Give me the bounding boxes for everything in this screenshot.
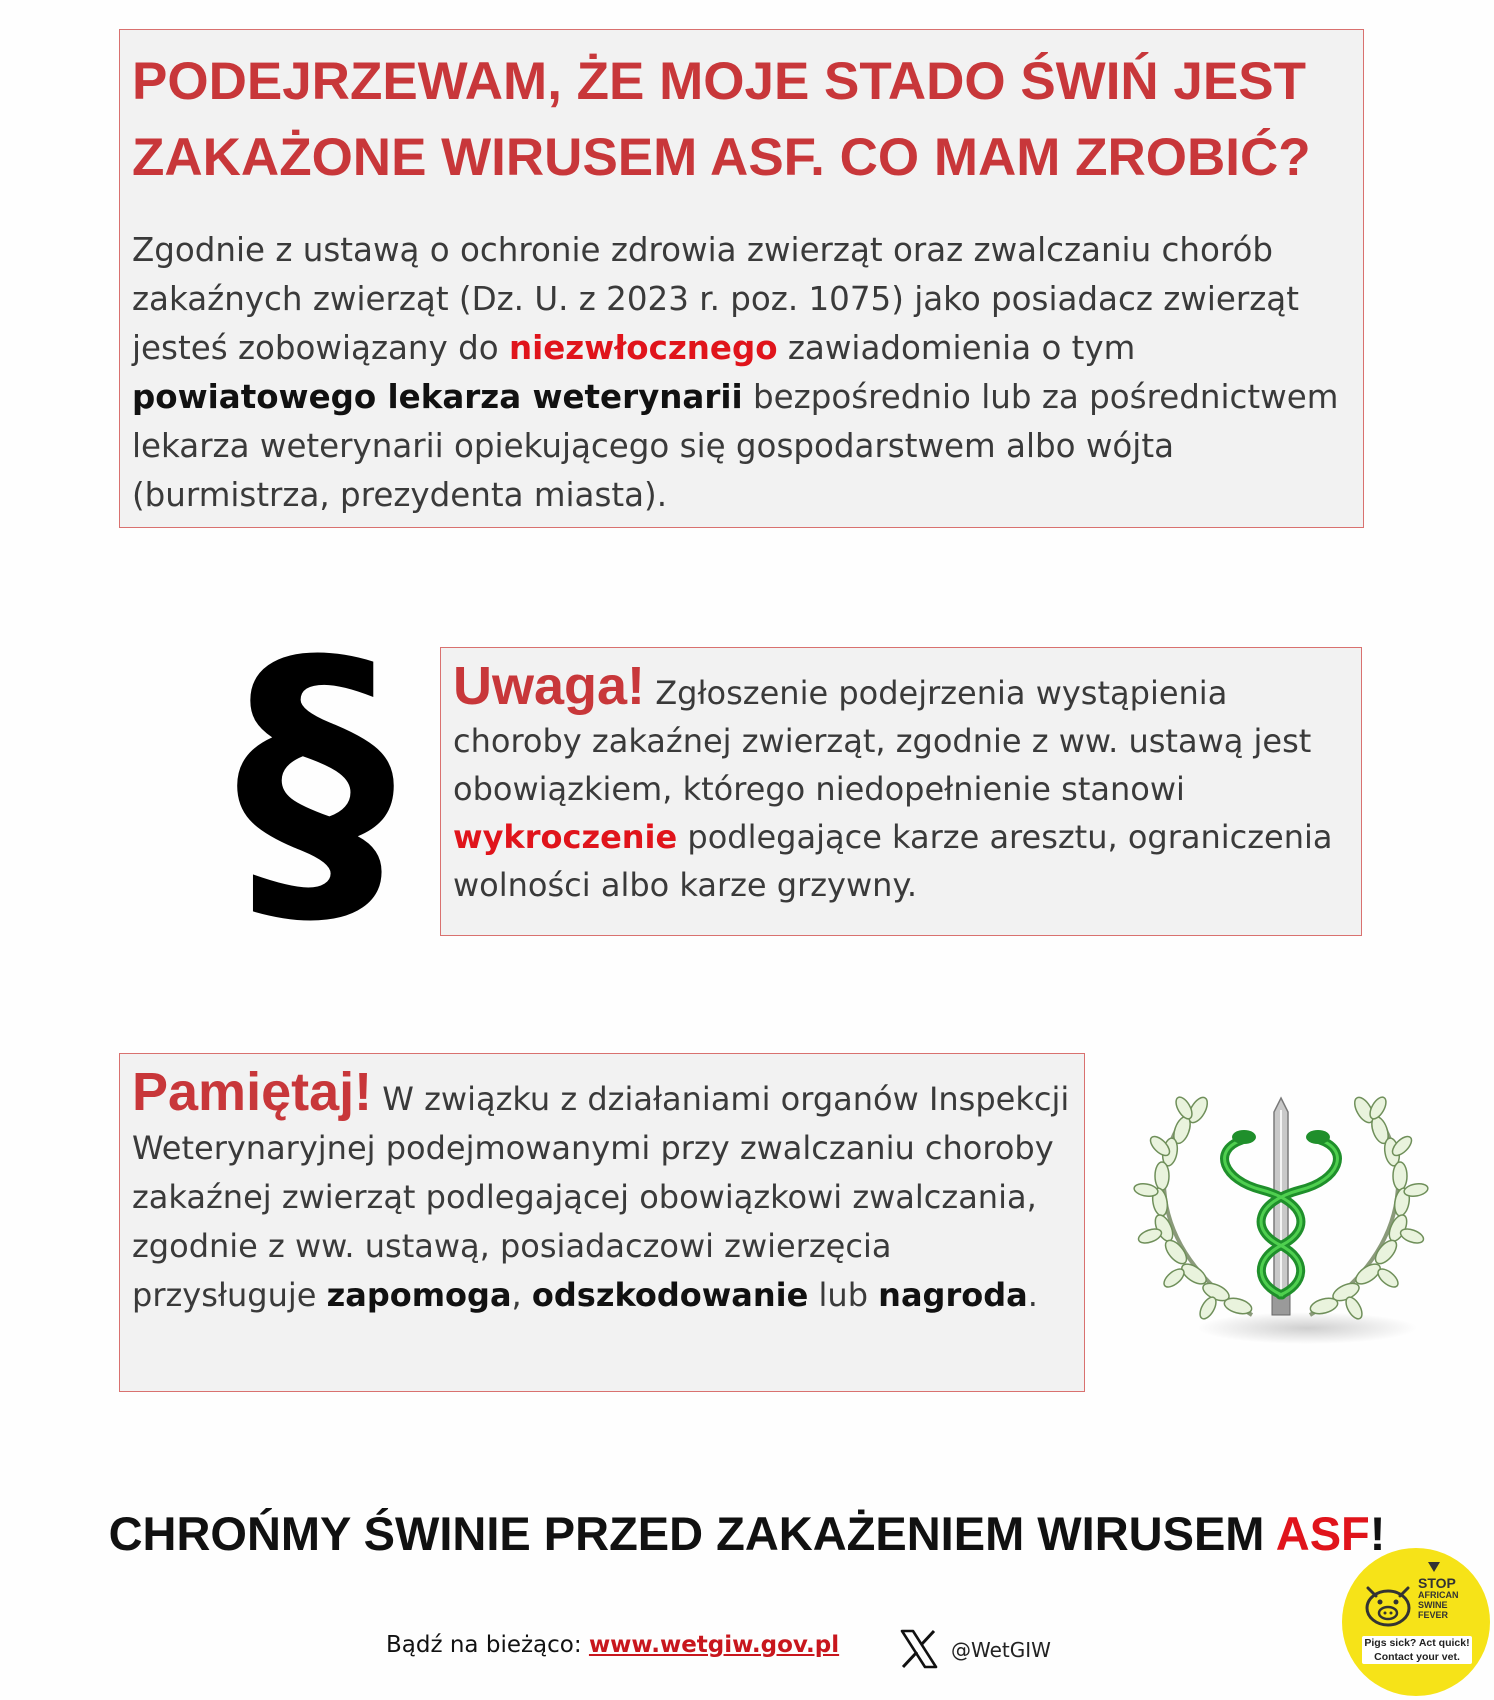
footer-stay-informed xyxy=(386,1632,839,1658)
warning-triangle-icon xyxy=(1428,1562,1440,1572)
slogan-text: CHROŃMY ŚWINIE PRZED ZAKAŻENIEM WIRUSEM xyxy=(108,1507,1276,1560)
badge-stop: STOP xyxy=(1418,1575,1456,1591)
slogan-end: ! xyxy=(1369,1507,1386,1560)
badge-tag-line1: Pigs sick? Act quick! xyxy=(1364,1637,1470,1649)
main-body-text xyxy=(132,226,1351,520)
veterinary-emblem-icon xyxy=(1132,1080,1432,1350)
warning-lead: Uwaga! xyxy=(453,656,646,716)
badge-african: AFRICAN xyxy=(1418,1590,1459,1600)
warning-part1: Zgłoszenie podejrzenia wystąpienia choroby zakaźnej zwierząt, zgodnie z ww. ustawą jest obowiązkiem, którego niedopełnienie stanowi xyxy=(453,674,1312,808)
paragraph-icon: § xyxy=(235,594,395,966)
remember-sep1: , xyxy=(511,1276,532,1314)
slogan-highlight: ASF xyxy=(1275,1507,1370,1560)
main-body-part1: Zgodnie z ustawą o ochronie zdrowia zwierząt oraz zwalczaniu chorób zakaźnych zwierząt (Dz. U. z 2023 r. poz. 1075) jako posiadacz zwierząt jesteś zobowiązany do xyxy=(132,231,1299,367)
badge-swine: SWINE xyxy=(1418,1600,1448,1610)
footer-stay-label: Bądź na bieżąco: xyxy=(386,1632,589,1658)
website-link[interactable]: www.wetgiw.gov.pl xyxy=(588,1632,840,1658)
remember-box xyxy=(119,1053,1085,1392)
remember-text xyxy=(132,1062,1072,1320)
warning-box xyxy=(440,647,1362,936)
remember-bold-odszkodowanie: odszkodowanie xyxy=(531,1276,809,1314)
main-title-line2: ZAKAŻONE WIRUSEM ASF. CO MAM ZROBIĆ? xyxy=(132,128,1311,187)
remember-lead: Pamiętaj! xyxy=(132,1062,373,1122)
main-notice-box xyxy=(119,29,1364,528)
badge-fever: FEVER xyxy=(1418,1610,1449,1620)
warning-text xyxy=(453,656,1349,909)
main-body-part3: bezpośrednio lub za pośrednictwem lekarza weterynarii opiekującego się gospodarstwem albo wójta (burmistrza, prezydenta miasta). xyxy=(132,378,1339,514)
stop-asf-badge xyxy=(1342,1548,1490,1696)
main-body-part2: zawiadomienia o tym xyxy=(777,329,1136,367)
slogan xyxy=(0,1506,1494,1561)
x-handle[interactable]: @WetGIW xyxy=(951,1638,1051,1662)
main-title-line1: PODEJRZEWAM, ŻE MOJE STADO ŚWIŃ JEST xyxy=(132,52,1306,111)
badge-tag xyxy=(1362,1636,1472,1664)
remember-end: . xyxy=(1027,1276,1038,1314)
main-body-emphasis-bold: powiatowego lekarza weterynarii xyxy=(132,378,743,416)
remember-sep2: lub xyxy=(808,1276,879,1314)
remember-bold-zapomoga: zapomoga xyxy=(326,1276,512,1314)
remember-part1: W związku z działaniami organów Inspekcji Weterynaryjnej podejmowanymi przy zwalczaniu choroby zakaźnej zwierząt podlegającej obowiązkowi zwalczania, zgodnie z ww. ustawą, posiadaczowi zwierzęcia przysługuje xyxy=(132,1080,1070,1314)
badge-tag-line2: Contact your vet. xyxy=(1374,1651,1460,1663)
x-logo-icon[interactable] xyxy=(898,1628,940,1670)
warning-part2: podlegające karze aresztu, ograniczenia wolności albo karze grzywny. xyxy=(453,818,1333,904)
main-body-emphasis-red: niezwłocznego xyxy=(508,329,778,367)
warning-emphasis-red: wykroczenie xyxy=(453,818,678,856)
main-title xyxy=(132,44,1351,196)
pig-icon xyxy=(1362,1582,1414,1628)
badge-text xyxy=(1418,1576,1488,1620)
remember-bold-nagroda: nagroda xyxy=(878,1276,1028,1314)
